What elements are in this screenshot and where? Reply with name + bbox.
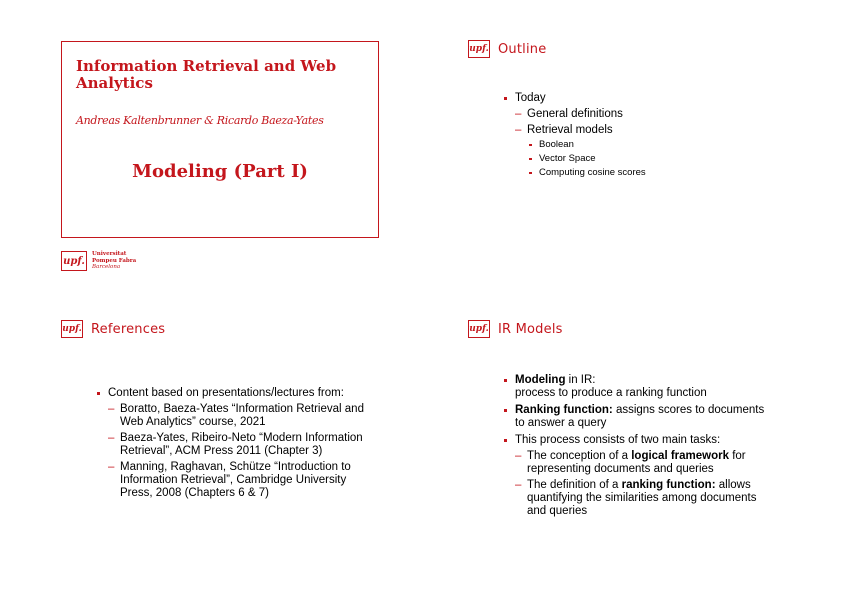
reference-item: – Boratto, Baeza-Yates “Information Retrieval and Web Analytics” course, 2021 (108, 403, 381, 429)
logo-line-2: Pompeu Fabra (92, 257, 137, 264)
authors: Andreas Kaltenbrunner & Ricardo Baeza-Yates (76, 114, 324, 127)
title-slide (61, 41, 379, 238)
reference-item: – Baeza-Yates, Ribeiro-Neto “Modern Information Retrieval”, ACM Press 2011 (Chapter 3) (108, 432, 381, 458)
outline-header (468, 40, 546, 58)
list-item: – The conception of a logical framework for representing documents and queries (515, 450, 773, 476)
ir-models-list (503, 374, 773, 522)
list-item: Content based on presentations/lectures from: – Boratto, Baeza-Yates “Information Retrieval and Web Analytics” course, 2021 – Baeza-Yates, Ribeiro-Neto “Modern Information Retrieval”, ACM Press 2011 (Chapter 3) – Manning, Raghavan, Schütze “Introduction to Information Retrieval”, Cambridge University Press, 2008 (Chapters 6 & 7) (96, 387, 381, 500)
ir-models-header (468, 320, 563, 338)
reference-item: – Manning, Raghavan, Schütze “Introduction to Information Retrieval”, Cambridge University Press, 2008 (Chapters 6 & 7) (108, 461, 381, 500)
slide-subtitle: Modeling (Part I) (132, 161, 308, 182)
list-item: Vector Space (527, 153, 646, 165)
upf-logo-icon: upf. (468, 40, 490, 58)
logo-line-1: Universitat (92, 251, 127, 258)
upf-logo-icon: upf. (61, 320, 83, 338)
slide-title: References (91, 321, 166, 337)
list-item: – General definitions (515, 108, 646, 121)
references-list (96, 387, 381, 504)
university-name (92, 251, 136, 271)
slide-title: Outline (498, 41, 547, 57)
list-item: Ranking function: assigns scores to documents to answer a query (503, 404, 773, 430)
list-item: Computing cosine scores (527, 167, 646, 179)
upf-logo-icon: upf. (61, 251, 87, 271)
list-item: – Retrieval models Boolean Vector Space Computing cosine scores (515, 124, 646, 179)
logo-line-3: Barcelona (92, 264, 121, 271)
list-item: Today – General definitions – Retrieval models Boolean Vector Space Computing cosine scores (503, 92, 646, 179)
course-title: Information Retrieval and Web Analytics (76, 57, 337, 92)
references-header (61, 320, 165, 338)
list-item: This process consists of two main tasks: – The conception of a logical framework for representing documents and queries – The definition of a ranking function: allows quantifying the similarities among documents and queries (503, 434, 773, 518)
outline-list (503, 92, 646, 183)
list-item: Boolean (527, 139, 646, 151)
university-logo (61, 251, 136, 271)
list-item: – The definition of a ranking function: allows quantifying the similarities among documents and queries (515, 479, 773, 518)
upf-logo-icon: upf. (468, 320, 490, 338)
list-item: Modeling in IR: process to produce a ranking function (503, 374, 773, 400)
slide-title: IR Models (498, 321, 563, 337)
